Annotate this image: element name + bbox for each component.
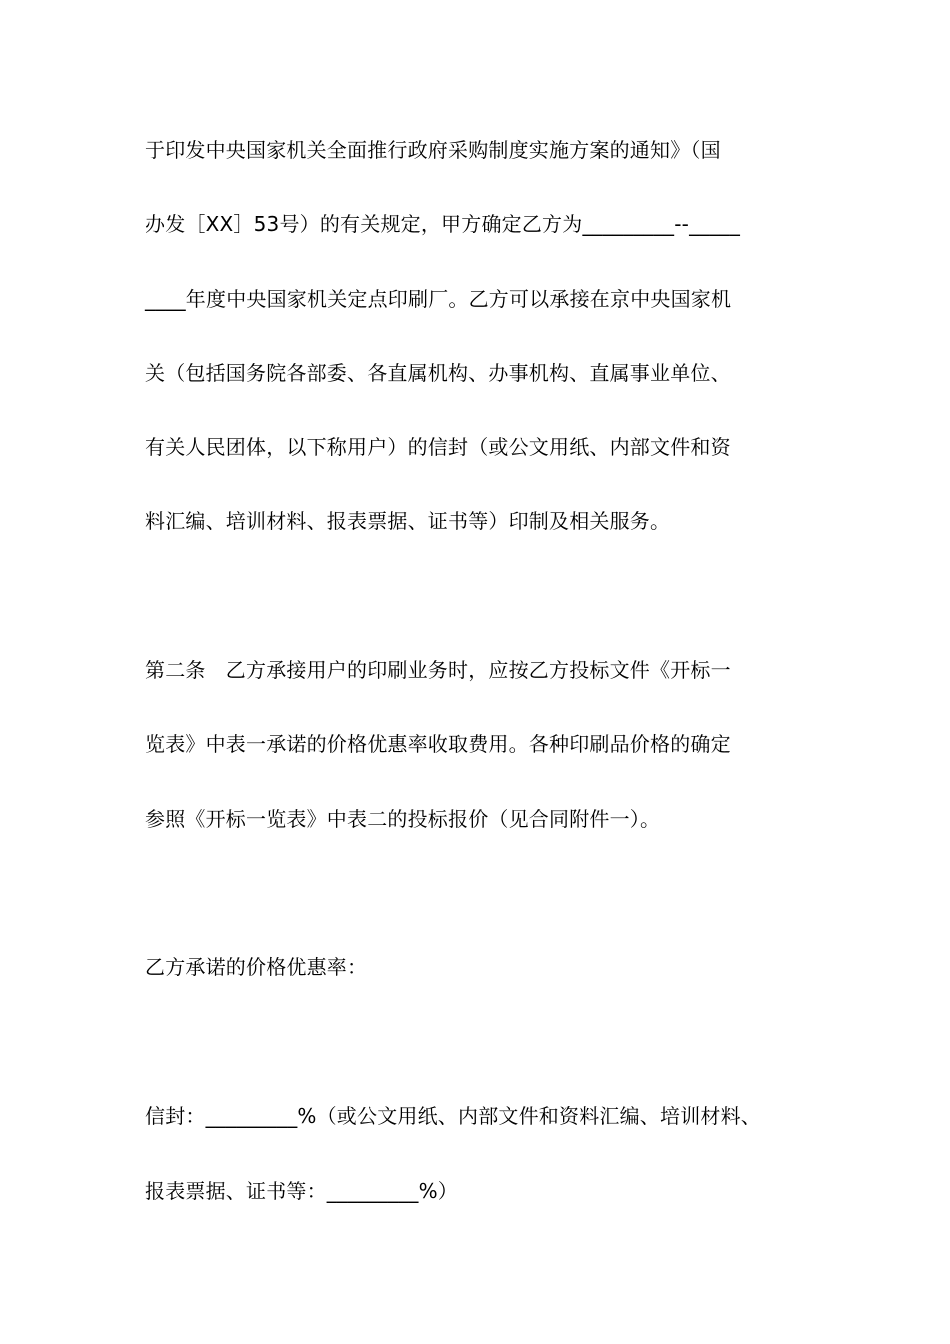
paragraph-line-2: 办发［XX］53号）的有关规定，甲方确定乙方为_________--_____	[145, 212, 741, 236]
other-items-rate-line: 报表票据、证书等：_________%）	[145, 1179, 459, 1203]
paragraph-line-5: 有关人民团体，以下称用户）的信封（或公文用纸、内部文件和资	[145, 435, 731, 459]
article-two-line-3: 参照《开标一览表》中表二的投标报价（见合同附件一）。	[145, 807, 661, 831]
paragraph-line-4: 关（包括国务院各部委、各直属机构、办事机构、直属事业单位、	[145, 361, 731, 385]
paragraph-line-6: 料汇编、培训材料、报表票据、证书等）印制及相关服务。	[145, 509, 671, 533]
article-two-line-2: 览表》中表一承诺的价格优惠率收取费用。各种印刷品价格的确定	[145, 732, 731, 756]
discount-rate-heading: 乙方承诺的价格优惠率：	[145, 955, 368, 979]
paragraph-line-1: 于印发中央国家机关全面推行政府采购制度实施方案的通知》（国	[145, 138, 721, 162]
paragraph-line-3: ____年度中央国家机关定点印刷厂。乙方可以承接在京中央国家机	[145, 287, 732, 311]
envelope-rate-line: 信封：_________%（或公文用纸、内部文件和资料汇编、培训材料、	[145, 1104, 762, 1128]
article-two-line-1: 第二条 乙方承接用户的印刷业务时，应按乙方投标文件《开标一	[145, 658, 731, 682]
